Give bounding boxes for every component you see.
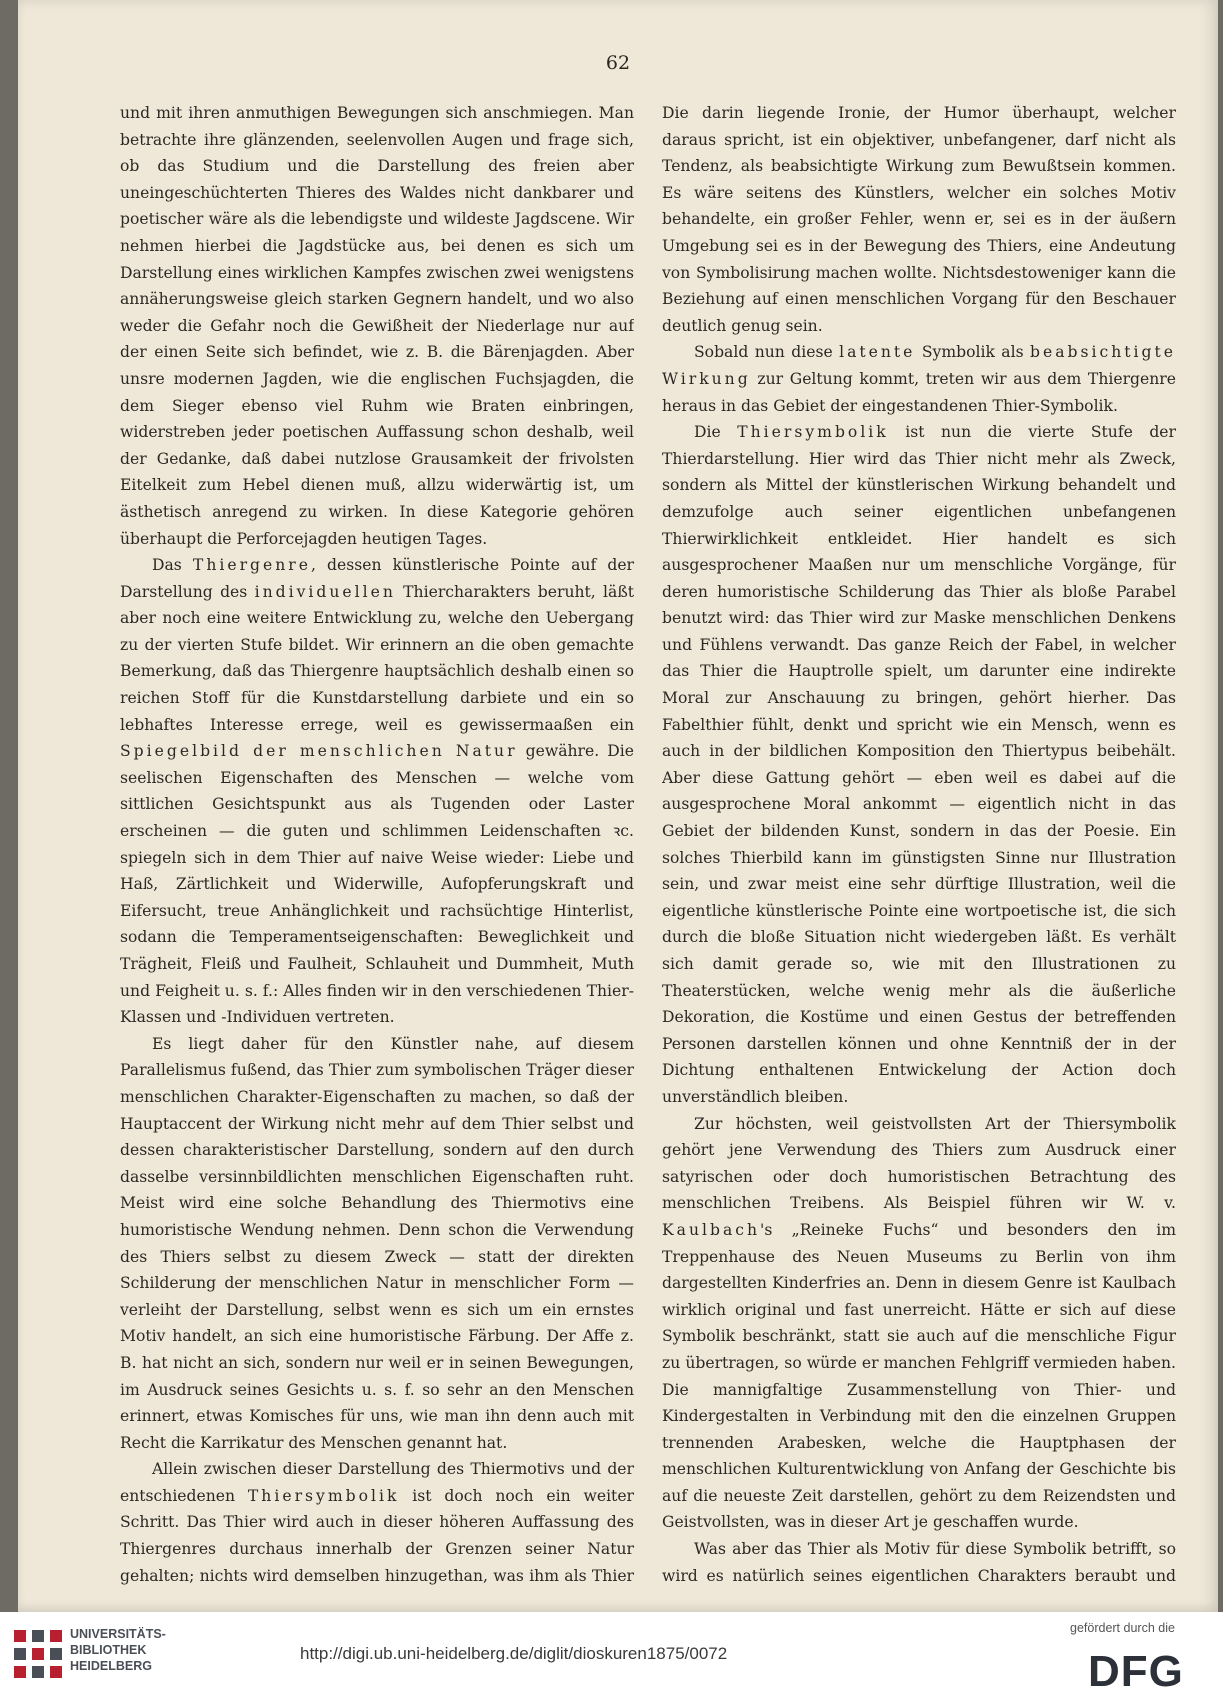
paragraph-6	[662, 339, 1176, 419]
paragraph-3: Es liegt daher für den Künstler nahe, auf diesem Parallelismus fußend, das Thier zum symbolischen Träger dieser menschlichen Charakter-Eigenschaften zu machen, so daß der Hauptaccent der Wirkung nicht mehr auf dem Thier selbst und dessen charakteristischer Darstellung, sondern auf den durch dasselbe versinnbildlichten menschlichen Eigenschaften ruht. Meist wird eine solche Behandlung des Thiermotivs eine humoristische Wendung nehmen. Denn schon die Verwendung des Thiers selbst zu diesem Zweck — statt der direkten Schilderung der menschlichen Natur in menschlicher Form — verleiht der Darstellung, selbst wenn es sich um ein ernstes Motiv handelt, an sich eine humoristische Färbung. Der Affe z. B. hat nicht an sich, sondern nur weil er in seinen Bewegungen, im Ausdruck seines Gesichts u. s. f. so sehr an den Menschen erinnert, etwas Komisches für uns, wie man ihn denn auch mit Recht die Karrikatur des Menschen genannt hat.	[120, 1034, 634, 1452]
paragraph-7	[662, 419, 1176, 1110]
text-run: Das	[152, 556, 193, 575]
text-run: Symbolik als	[915, 343, 1030, 362]
library-name-line: BIBLIOTHEK	[70, 1643, 147, 1657]
paragraph-5: Die darin liegende Ironie, der Humor überhaupt, welcher daraus spricht, ist ein objektiver, unbefangener, darf nicht als Tendenz, als beabsichtigte Wirkung zum Bewußtsein kommen. Es wäre seitens des Künstlers, welcher ein solches Motiv behandelte, ein großer Fehler, wenn er, sei es in der äußern Umgebung sei es in der Bewegung des Thiers, eine Andeutung von Symbolisirung machen wollte. Nichtsdestoweniger kann die Beziehung auf einen menschlichen Vorgang für den Beschauer deutlich genug sein.	[662, 104, 1176, 335]
paragraph-8	[662, 1111, 1176, 1537]
text-run: Zur höchsten, weil geistvollsten Art der Thiersymbolik gehört jene Verwendung des Thiers zum Ausdruck einer satyrischen oder doch humoristischen Betrachtung des menschlichen Treibens. Als Beispiel führen wir W. v.	[662, 1114, 1176, 1213]
emphasis-spaced: beabsichtigte Wirkung	[662, 343, 1176, 388]
emphasis-spaced: Kaulbach	[662, 1220, 761, 1239]
digitization-footer	[0, 1612, 1223, 1703]
university-seal-icon	[10, 1624, 66, 1688]
text-run: Thiercharakters beruht, läßt aber noch eine weitere Entwicklung zu, welche den Uebergang zu der vierten Stufe bildet. Wir erinnern an die oben gemachte Bemerkung, daß das Thiergenre hauptsächlich deshalb einen so reichen Stoff für die Kunstdarstellung darbiete und ein so lebhaftes Interesse errege, weil es gewissermaaßen ein	[120, 582, 634, 734]
text-run: 's „Reineke Fuchs“ und besonders den im Treppenhause des Neuen Museums zu Berlin von ihm dargestellten Kinderfries an. Denn in diesem Genre ist Kaulbach wirklich original und fast unerreicht. Hätte er sich auf diese Symbolik beschränkt, statt sie auch auf die menschliche Figur zu übertragen, so würde er manchen Fehlgriff vermieden haben. Die mannigfaltige Zusammenstellung von Thier- und Kindergestalten in Verbindung mit den die einzelnen Gruppen trennenden Arabesken, welche die Hauptphasen der menschlichen Kulturentwicklung von Anfang der Geschichte bis auf die neueste Zeit darstellen, gehört zu dem Reizendsten und Geistvollsten, was in dieser Art je geschaffen wurde.	[662, 1220, 1176, 1532]
library-name-line: UNIVERSITÄTS-	[70, 1627, 166, 1641]
emphasis-spaced: individuellen	[254, 582, 396, 601]
emphasis-spaced: Thiersymbolik	[247, 1486, 400, 1505]
page-number: 62	[605, 52, 631, 74]
text-run: zur Geltung kommt, treten wir aus dem Thiergenre heraus in das Gebiet der eingestandenen Thier-Symbolik.	[662, 369, 1176, 415]
paragraph-1: und mit ihren anmuthigen Bewegungen sich anschmiegen. Man betrachte ihre glänzenden, seelenvollen Augen und frage sich, ob das Studium und die Darstellung des freien aber uneingeschüchterten Thieres des Waldes nicht dankbarer und poetischer wäre als die lebendigste und wildeste Jagdscene. Wir nehmen hierbei die Jagdstücke aus, bei denen es sich um Darstellung eines wirklichen Kampfes zwischen zwei wenigstens annäherungsweise gleich starken Gegnern handelt, und wo also weder die Gefahr noch die Gewißheit der Niederlage nur auf der einen Seite sich befindet, wie z. B. die Bärenjagden. Aber unsre modernen Jagden, wie die englischen Fuchsjagden, die dem Sieger ebenso viel Ruhm wie Braten einbringen, widerstreben jeder poetischen Auffassung schon deshalb, weil der Gedanke, daß dabei nutzlose Grausamkeit der frivolsten Eitelkeit zum Hebel dienen muß, allzu widerwärtig ist, um ästhetisch anregend zu wirken. In diese Kategorie gehören überhaupt die Perforcejagden heutigen Tages.	[120, 104, 634, 548]
text-run: ist nun die vierte Stufe der Thierdarstellung. Hier wird das Thier nicht mehr als Zweck, sondern als Mittel der künstlerischen Wirkung behandelt und demzufolge auch seiner eigentlichen unbefangenen Thierwirklichkeit entkleidet. Hier handelt es sich ausgesprochener Maaßen nur um menschliche Vorgänge, für deren humoristische Schilderung das Thier als bloße Parabel benutzt wird: das Thier wird zur Maske menschlichen Denkens und Fühlens verwandt. Das ganze Reich der Fabel, in welcher das Thier die Hauptrolle spielt, um darunter eine indirekte Moral zur Anschauung zu bringen, gehört hierher. Das Fabelthier fühlt, denkt und spricht wie ein Mensch, wenn es auch in der bildlichen Komposition den Thiertypus beibehält. Aber diese Gattung gehört — eben weil es dabei auf die ausgesprochene Moral ankommt — eigentlich nicht in das Gebiet der bildenden Kunst, sondern in das der Poesie. Ein solches Thierbild kann im günstigsten Sinne nur Illustration sein, und zwar meist eine sehr dürftige Illustration, weil die eigentliche künstlerische Pointe eine wortpoetische ist, die sich durch die bloße Situation nicht wiedergeben läßt. Es verhält sich damit gerade so, wie mit den Illustrationen zu Theaterstücken, welche wenig mehr als die äußerliche Dekoration, die Kostüme und einen Gestus der betreffenden Personen darstellen können und ohne Kenntniß der in der Dichtung enthaltenen Entwickelung der Action doch unverständlich bleiben.	[662, 423, 1176, 1106]
text-column-left	[120, 100, 634, 1590]
dfg-logo: DFG	[1088, 1647, 1184, 1696]
paragraph-2	[120, 552, 634, 1031]
library-name-line: HEIDELBERG	[70, 1659, 152, 1673]
text-run: Die	[694, 423, 738, 442]
scanned-page	[18, 0, 1218, 1612]
emphasis-spaced: Thiergenre	[192, 556, 311, 575]
emphasis-spaced: Spiegelbild der menschlichen Natur	[120, 742, 518, 761]
text-run: , dessen künstlerische Pointe auf der Darstellung des	[120, 556, 634, 601]
source-url-link[interactable]: http://digi.ub.uni-heidelberg.de/diglit/dioskuren1875/0072	[300, 1644, 728, 1663]
university-library-name	[70, 1626, 190, 1674]
text-run: gewähre. Die seelischen Eigenschaften des Menschen — welche vom sittlichen Gesichtspunkt aus als Tugenden oder Laster erscheinen — die guten und schlimmen Leidenschaften ꝛc. spiegeln sich in dem Thier auf naive Weise wieder: Liebe und Haß, Zärtlichkeit und Widerwille, Aufopferungskraft und Eifersucht, treue Anhänglichkeit und rachsüchtige Hinterlist, sodann die Temperamentseigenschaften: Beweglichkeit und Trägheit, Fleiß und Faulheit, Schlauheit und Dummheit, Muth und Feigheit u. s. f.: Alles finden wir in den verschiedenen Thier-Klassen und -Individuen vertreten.	[120, 742, 634, 1027]
paragraph-4	[120, 1456, 634, 1590]
paragraph-9: Was aber das Thier als Motiv für diese Symbolik betrifft, so wird es natürlich seines eigentlichen Charakters beraubt und	[662, 1540, 1176, 1585]
text-column-right	[662, 100, 1176, 1590]
emphasis-spaced: Thiersymbolik	[737, 423, 889, 442]
text-run: Sobald nun diese	[694, 343, 840, 362]
emphasis-spaced: latente	[839, 343, 916, 362]
text-run: ist doch noch ein weiter Schritt. Das Thier wird auch in dieser höheren Auffassung des Thiergenres durchaus innerhalb der Grenzen seiner Natur gehalten; nichts wird demselben hinzugethan, was ihm als Thier	[120, 1486, 634, 1585]
funded-by-label: gefördert durch die	[1070, 1621, 1175, 1635]
text-run: Allein zwischen dieser Darstellung des Thiermotivs und der entschiedenen	[120, 1460, 634, 1505]
